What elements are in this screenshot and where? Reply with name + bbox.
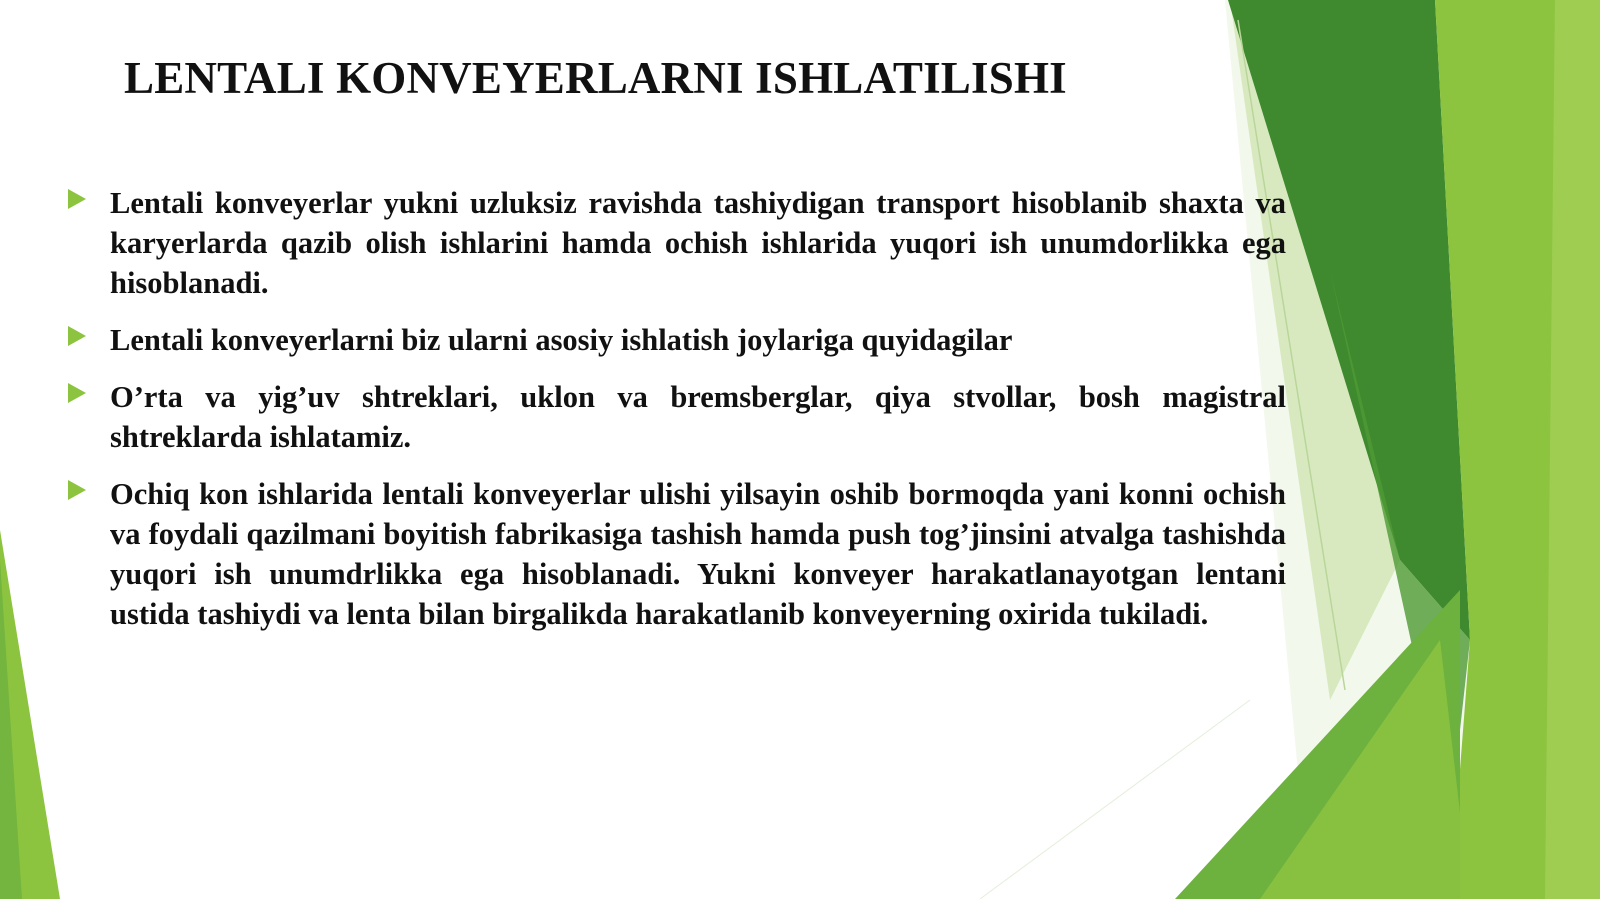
- triangle-right-icon: [68, 383, 86, 403]
- triangle-right-icon: [68, 480, 86, 500]
- triangle-right-icon: [68, 189, 86, 209]
- bullet-text: Ochiq kon ishlarida lentali konveyerlar ulishi yilsayin oshib bormoqda yani konni ochish va foydali qazilmani boyitish fabrikasiga tashish hamda push tog’jinsini atvalga tashishda yuqori ish unumdrlikka ega hisoblanadi. Yukni konveyer harakatlanayotgan lentani ustida tashiydi va lenta bilan birgalikda harakatlanib konveyerning oxirida tukiladi.: [110, 477, 1286, 631]
- bullet-text: O’rta va yig’uv shtreklari, uklon va bremsberglar, qiya stvollar, bosh magistral shtreklarda ishlatamiz.: [110, 380, 1286, 454]
- bullet-text: Lentali konveyerlar yukni uzluksiz ravishda tashiydigan transport hisoblanib shaxta va karyerlarda qazib olish ishlarini hamda ochish ishlarida yuqori ish unumdorlikka ega hisoblanadi.: [110, 186, 1286, 300]
- bullet-item: [66, 377, 1286, 457]
- triangle-right-icon: [68, 326, 86, 346]
- bullet-item: [66, 474, 1286, 634]
- bullet-text: Lentali konveyerlarni biz ularni asosiy ishlatish joylariga quyidagilar: [110, 323, 1013, 357]
- slide-title: LENTALI KONVEYERLARNI ISHLATILISHI: [124, 53, 1067, 103]
- bullet-list: [66, 183, 1286, 651]
- bullet-item: [66, 320, 1286, 360]
- bullet-item: [66, 183, 1286, 303]
